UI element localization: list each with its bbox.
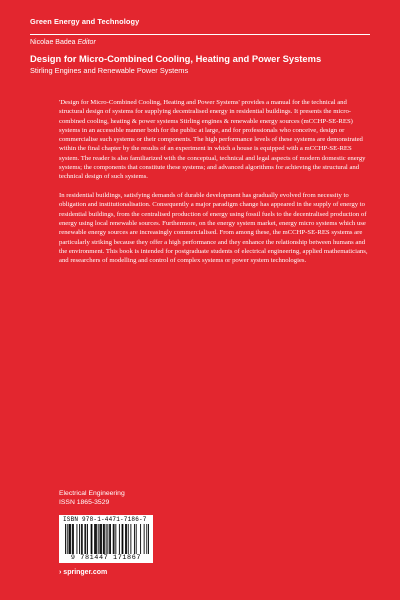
barcode-bar [144, 524, 145, 554]
barcode-bar [107, 524, 108, 554]
barcode-bar [92, 524, 93, 554]
barcode-digits: 9 781447 171867 [70, 554, 142, 562]
issn-label: ISSN 1865-3529 [59, 498, 110, 506]
isbn-label: ISBN 978-1-4471-7186-7 [63, 516, 147, 523]
editor-line [30, 39, 96, 46]
barcode-bar [113, 524, 114, 554]
url-marker-icon: › [59, 569, 62, 576]
barcode-bar [84, 524, 85, 554]
barcode-bar [82, 524, 83, 554]
series-title: Green Energy and Technology [30, 17, 140, 26]
blurb-paragraph-1: 'Design for Micro-Combined Cooling, Heating and Power Systems' provides a manual for the technical and structural design of systems for supplying decentralised energy in residential buildings. It presents the micro-combined cooling, heating & power systems Stirling engines & renewable energy sources (mCCHP-SE-RES) systems in an accessible manner both for the public at large, and for professionals who conceive, design or commercialise such systems or their components. The high performance levels of these systems are demonstrated within the final chapter by the results of an experiment in which a house is equipped with a mCCHP-SE-RES system. The reader is also familiarized with the conceptual, technical and legal aspects of modern domestic energy systems; the components that constitute these systems; and advanced algorithms for achieving the structural and technical design of such systems. [59, 99, 366, 181]
barcode-bar [69, 524, 70, 554]
barcode-bar [126, 524, 127, 554]
barcode-bar [109, 524, 110, 554]
barcode-bar [73, 524, 74, 554]
editor-role: Editor [77, 39, 96, 46]
barcode-bar [79, 524, 80, 554]
barcode-bar [122, 524, 123, 554]
barcode-bar [140, 524, 141, 554]
book-subtitle: Stirling Engines and Renewable Power Systems [30, 66, 189, 75]
barcode-bar [81, 524, 82, 554]
barcode-bar [114, 524, 115, 554]
barcode-bar [115, 524, 116, 554]
barcode-bar [99, 524, 100, 554]
barcode-bar [70, 524, 71, 554]
barcode-bar [136, 524, 137, 554]
barcode-bar [67, 524, 68, 554]
barcode-bar [76, 524, 77, 554]
barcode-bar [128, 524, 129, 554]
barcode-bar [110, 524, 111, 554]
barcode-bar [148, 524, 149, 554]
subject-block [59, 490, 125, 507]
barcode-bar [134, 524, 135, 554]
barcode-bar [146, 524, 147, 554]
barcode-box [59, 515, 153, 563]
barcode-bar [72, 524, 73, 554]
editor-name: Nicolae Badea [30, 39, 76, 46]
barcode-bar [98, 524, 99, 554]
barcode-bar [130, 524, 131, 554]
url-text: springer.com [63, 569, 108, 576]
barcode-bar [91, 524, 92, 554]
barcode-bar [95, 524, 96, 554]
barcode-bars [65, 524, 149, 554]
blurb-paragraph-2: In residential buildings, satisfying demands of durable development has gradually evolved from necessity to obligation and institutionalisation. Consequently a major paradigm change has appeared in the supply of energy to residential buildings, from the centralised production of energy using fossil fuels to the decentralised production of energy using local renewable sources. Furthermore, on the energy system market, energy micro systems which use renewable energy sources are increasingly commercialised. From among these, the mCCHP-SE-RES systems are particularly striking because they offer a high performance and they enhance the relationship between humans and the environment. This book is intended for postgraduate students of electrical engineering, applied mathematicians, and researchers of modelling and control of complex systems or power system technologies. [59, 192, 368, 265]
barcode-bar [103, 524, 104, 554]
barcode-bar [104, 524, 105, 554]
barcode-bar [119, 524, 120, 554]
barcode-bar [94, 524, 95, 554]
publisher-url[interactable] [59, 569, 107, 576]
barcode-bar [85, 524, 86, 554]
book-title: Design for Micro-Combined Cooling, Heating and Power Systems [30, 53, 322, 64]
header-rule [30, 34, 370, 35]
barcode-bar [101, 524, 102, 554]
barcode-bar [65, 524, 66, 554]
barcode-bar [106, 524, 107, 554]
barcode-bar [69, 524, 70, 554]
barcode-bar [125, 524, 126, 554]
blurb [59, 98, 371, 275]
barcode-bar [96, 524, 97, 554]
barcode-bar [122, 524, 123, 554]
subject-label: Electrical Engineering [59, 490, 125, 497]
barcode-bar [100, 524, 101, 554]
barcode-bar [87, 524, 88, 554]
